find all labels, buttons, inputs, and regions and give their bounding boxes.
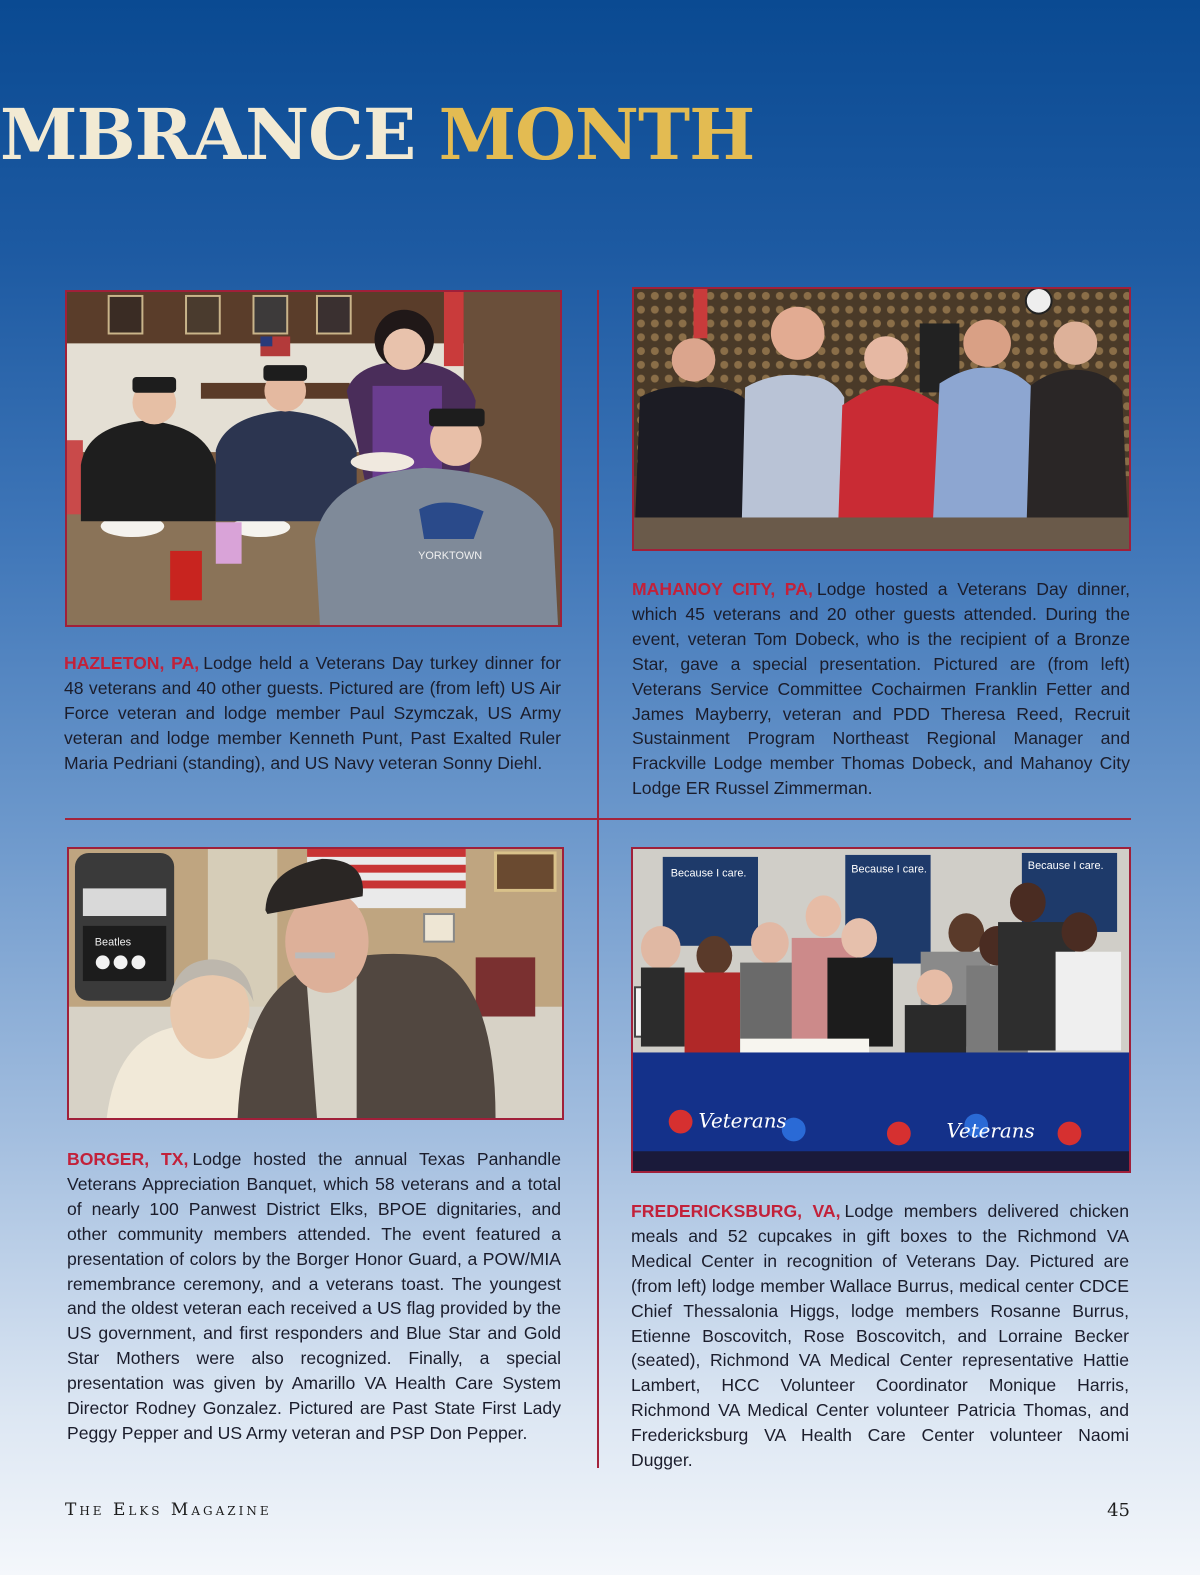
banner-text-1: Veterans: [698, 1109, 787, 1133]
mahanoy-city-text: Lodge hosted a Veterans Day dinner, which 45 veterans and 20 other guests attended. During the event, veteran Tom Dobeck, who is the recipient of a Bronze Star, gave a special presentation. Pictured are (from left) Veterans Service Committee Cochairmen Franklin Fetter and James Mayberry, veteran and PDD Theresa Reed, Recruit Sustainment Program Northeast Regional Manager and Frackville Lodge member Thomas Dobeck, and Mahanoy City Lodge ER Russel Zimmerman.: [632, 579, 1130, 799]
borger-location: BORGER, TX,: [67, 1149, 189, 1169]
poster-text-right: Because I care.: [1027, 859, 1104, 872]
page-number: 45: [1107, 1500, 1130, 1521]
poster-text-center: Because I care.: [851, 863, 927, 876]
mahanoy-city-location: MAHANOY CITY, PA,: [632, 579, 813, 599]
mahanoy-city-photo: [632, 287, 1131, 551]
hazleton-location: HAZLETON, PA,: [64, 653, 200, 673]
yorktown-shirt-text: YORKTOWN: [418, 549, 483, 562]
borger-caption: [67, 1147, 561, 1446]
banner-text-2: Veterans: [946, 1119, 1035, 1143]
column-divider: [597, 290, 599, 1468]
title-part-1: MBRANCE: [0, 93, 439, 176]
magazine-name: The Elks Magazine: [65, 1500, 272, 1520]
fredericksburg-text: Lodge members delivered chicken meals and 52 cupcakes in gift boxes to the Richmond VA Medical Center in recognition of Veterans Day. Pictured are (from left) lodge member Wallace Burrus, medical center CDCE Chief Thessalonia Higgs, lodge members Rosanne Burrus, Etienne Boscovitch, Rose Boscovitch, and Lorraine Becker (seated), Richmond VA Medical Center representative Hattie Lambert, HCC Volunteer Coordinator Monique Harris, Richmond VA Medical Center volunteer Patricia Thomas, and Fredericksburg VA Health Care Center volunteer Naomi Dugger.: [631, 1201, 1129, 1471]
borger-text: Lodge hosted the annual Texas Panhandle Veterans Appreciation Banquet, which 58 veterans and a total of nearly 100 Panwest District Elks, BPOE dignitaries, and other community members attended. The event featured a presentation of colors by the Borger Honor Guard, a POW/MIA remembrance ceremony, and a veterans toast. The youngest and the oldest veteran each received a US flag provided by the US government, and first responders and Blue Star and Gold Star Mothers were also recognized. Finally, a special presentation was given by Amarillo VA Health Care System Director Rodney Gonzalez. Pictured are Past State First Lady Peggy Pepper and US Army veteran and PSP Don Pepper.: [67, 1149, 561, 1443]
fredericksburg-photo: [631, 847, 1131, 1173]
page-title: [0, 93, 755, 176]
fredericksburg-location: FREDERICKSBURG, VA,: [631, 1201, 841, 1221]
hazleton-photo: [65, 290, 562, 627]
mahanoy-city-caption: [632, 577, 1130, 801]
row-divider: [65, 818, 1131, 820]
borger-photo: [67, 847, 564, 1120]
jukebox-label: Beatles: [94, 936, 132, 949]
fredericksburg-caption: [631, 1199, 1129, 1473]
title-part-2: MONTH: [438, 93, 755, 176]
hazleton-caption: [64, 651, 561, 776]
hazleton-text: Lodge held a Veterans Day turkey dinner for 48 veterans and 40 other guests. Pictured are (from left) US Air Force veteran and lodge member Paul Szymczak, US Army veteran and lodge member Kenneth Punt, Past Exalted Ruler Maria Pedriani (standing), and US Navy veteran Sonny Diehl.: [64, 653, 561, 773]
poster-text-left: Because I care.: [670, 867, 747, 880]
